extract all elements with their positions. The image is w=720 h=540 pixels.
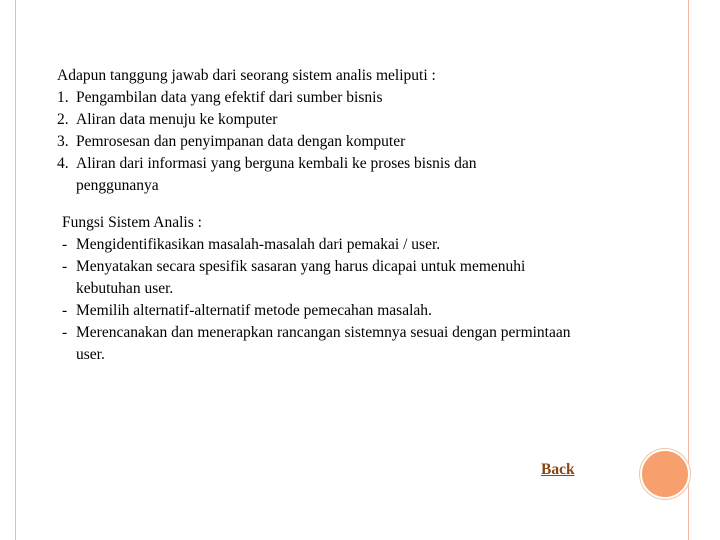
list-item <box>62 256 662 278</box>
item-text: Aliran dari informasi yang berguna kembali ke proses bisnis dan <box>76 155 477 172</box>
item-number: 3. <box>57 133 69 150</box>
back-link[interactable]: Back <box>541 461 575 478</box>
item-dash: - <box>62 236 68 253</box>
item-continuation: user. <box>76 346 105 363</box>
item-text: Mengidentifikasikan masalah-masalah dari pemakai / user. <box>76 236 441 253</box>
item-number: 4. <box>57 155 69 172</box>
list-item <box>62 234 662 256</box>
list-item <box>62 300 662 322</box>
item-dash: - <box>62 258 68 275</box>
item-dash: - <box>62 324 68 341</box>
list-item <box>57 109 657 131</box>
list-item <box>57 87 657 109</box>
list-item <box>62 322 662 344</box>
decorative-circle <box>640 449 690 499</box>
item-text: Pengambilan data yang efektif dari sumber bisnis <box>76 89 383 106</box>
functions-section <box>62 212 662 366</box>
item-text: Aliran data menuju ke komputer <box>76 111 278 128</box>
item-number: 2. <box>57 111 69 128</box>
item-number: 1. <box>57 89 69 106</box>
item-continuation: kebutuhan user. <box>76 280 174 297</box>
item-text: Memilih alternatif-alternatif metode pemecahan masalah. <box>76 302 432 319</box>
item-dash: - <box>62 302 68 319</box>
item-text: Merencanakan dan menerapkan rancangan sistemnya sesuai dengan permintaan <box>76 324 571 341</box>
item-text: Pemrosesan dan penyimpanan data dengan komputer <box>76 133 406 150</box>
list-item <box>57 153 657 175</box>
responsibilities-section <box>57 65 657 197</box>
list-item <box>57 131 657 153</box>
functions-heading: Fungsi Sistem Analis : <box>62 214 202 231</box>
item-continuation: penggunanya <box>76 177 159 194</box>
responsibilities-heading: Adapun tanggung jawab dari seorang sistem analis meliputi : <box>57 67 436 84</box>
item-text: Menyatakan secara spesifik sasaran yang harus dicapai untuk memenuhi <box>76 258 526 275</box>
